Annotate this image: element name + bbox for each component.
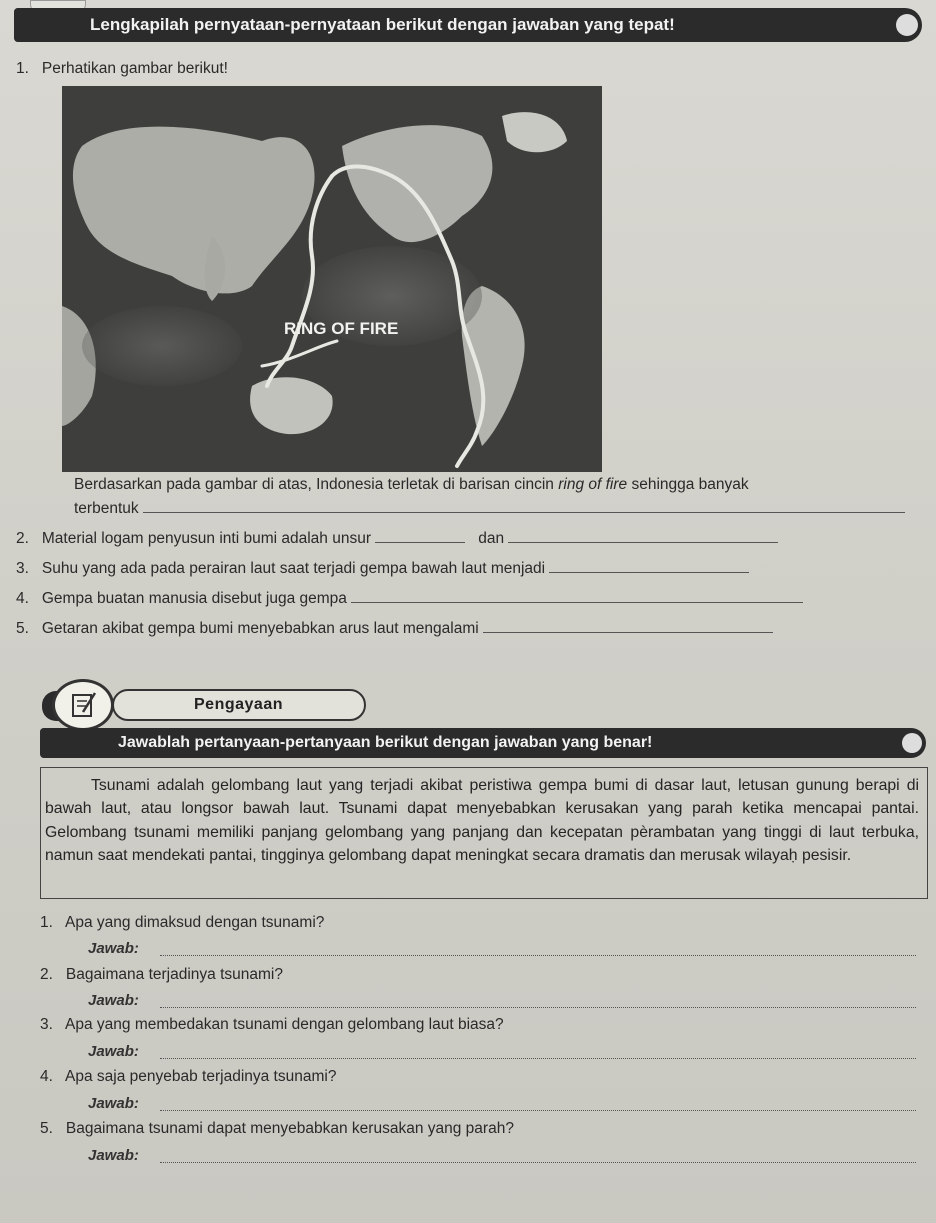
ring-of-fire-italic: ring of fire (558, 476, 628, 493)
banner2-dot-icon (902, 733, 922, 753)
essay-question-2: 2. Bagaimana terjadinya tsunami? (40, 966, 283, 983)
question-2: 2. Material logam penyusun inti bumi adalah unsur dan (16, 530, 778, 548)
question-5-blank[interactable] (483, 632, 773, 633)
essay-answer-label-2: Jawab: (88, 992, 139, 1009)
essay-question-5: 5. Bagaimana tsunami dapat menyebabkan kerusakan yang parah? (40, 1120, 514, 1137)
essay-question-1: 1. Apa yang dimaksud dengan tsunami? (40, 914, 325, 931)
tsunami-passage-text: Tsunami adalah gelombang laut yang terjadi akibat peristiwa gempa bumi di dasar laut, letusan gunung berapi di bawah laut, atau longsor bawah laut. Tsunami dapat menyebabkan kerusakan yang parah ketika mencapai pantai. Gelombang tsunami memiliki panjang gelombang yang panjang dan kecepatan pèrambatan yang tinggi di laut terbuka, namun saat mendekati pantai, tingginya gelombang dapat meningkat secara dramatis dan merusak wilayaḥ pesisir. (45, 777, 919, 865)
essay-answer-label-1: Jawab: (88, 940, 139, 957)
tsunami-passage-box (40, 767, 928, 899)
question-1-number: 1. (16, 60, 29, 77)
essay-question-3: 3. Apa yang membedakan tsunami dengan gelombang laut biasa? (40, 1016, 504, 1033)
section-title-pill (112, 689, 366, 721)
question-3-blank[interactable] (549, 572, 749, 573)
question-1-text: Perhatikan gambar berikut! (41, 60, 228, 77)
instruction-banner-text: Lengkapilah pernyataan-pernyataan berikut dengan jawaban yang tepat! (90, 15, 675, 34)
pengayaan-section-header (42, 683, 332, 727)
pencil-notepad-icon (52, 679, 114, 731)
banner-dot-icon (896, 14, 918, 36)
essay-answer-label-4: Jawab: (88, 1095, 139, 1112)
question-1 (16, 60, 228, 78)
instruction-banner (14, 8, 922, 42)
question-4: 4. Gempa buatan manusia disebut juga gempa (16, 590, 803, 608)
map-caption-line-1: Berdasarkan pada gambar di atas, Indonesia terletak di barisan cincin ring of fire sehingga banyak (74, 476, 749, 493)
essay-answer-line-3[interactable] (160, 1058, 916, 1059)
essay-answer-label-3: Jawab: (88, 1043, 139, 1060)
essay-answer-line-5[interactable] (160, 1162, 916, 1163)
world-map-image (62, 86, 602, 472)
question-5: 5. Getaran akibat gempa bumi menyebabkan arus laut mengalami (16, 620, 773, 638)
essay-answer-label-5: Jawab: (88, 1147, 139, 1164)
map-answer-blank[interactable] (143, 512, 905, 513)
essay-answer-line-4[interactable] (160, 1110, 916, 1111)
map-caption-line-2: terbentuk (74, 500, 905, 518)
essay-question-4: 4. Apa saja penyebab terjadinya tsunami? (40, 1068, 337, 1085)
essay-instruction-text: Jawablah pertanyaan-pertanyaan berikut dengan jawaban yang benar! (118, 734, 653, 751)
essay-instruction-banner (40, 728, 926, 758)
ring-of-fire-map (62, 86, 602, 472)
essay-answer-line-2[interactable] (160, 1007, 916, 1008)
question-4-blank[interactable] (351, 602, 803, 603)
question-2-blank-2[interactable] (508, 542, 778, 543)
map-ring-of-fire-label: RING OF FIRE (284, 319, 399, 338)
question-2-blank-1[interactable] (375, 542, 465, 543)
question-3: 3. Suhu yang ada pada perairan laut saat terjadi gempa bawah laut menjadi (16, 560, 749, 578)
essay-answer-line-1[interactable] (160, 955, 916, 956)
section-title: Pengayaan (194, 696, 283, 713)
